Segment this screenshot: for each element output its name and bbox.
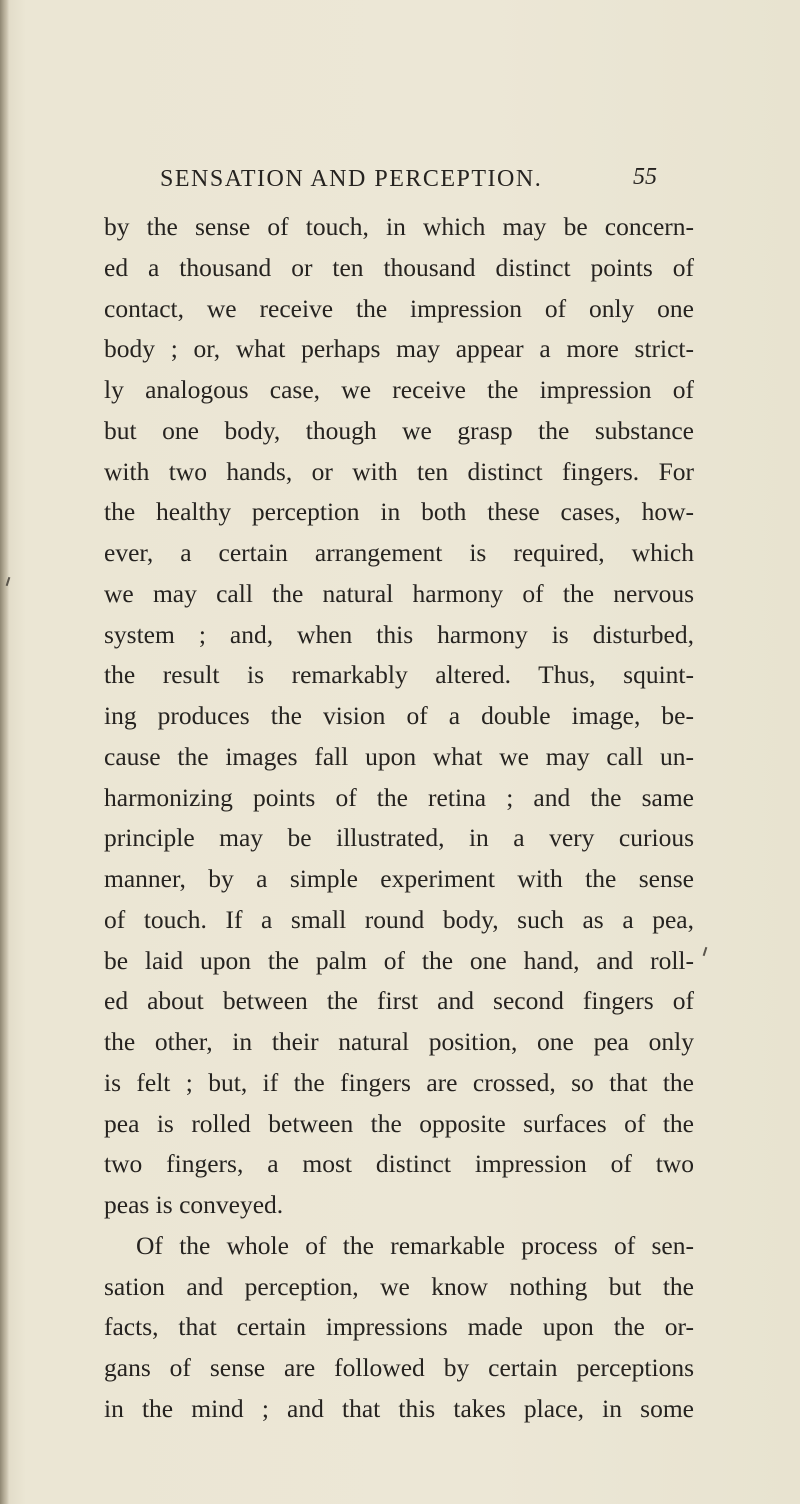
text-line: harmonizing points of the retina ; and the same [104, 782, 694, 812]
text-line: ever, a certain arrangement is required, which [104, 538, 694, 567]
text-line: ed about between the first and second fingers of [104, 986, 694, 1016]
text-line: in the mind ; and that this takes place, in some [104, 1393, 694, 1423]
text-line: ly analogous case, we receive the impression of [104, 375, 694, 404]
text-line: we may call the natural harmony of the nervous [104, 578, 694, 608]
running-head-title: SENSATION AND PERCEPTION. [160, 166, 543, 192]
text-line: the result is remarkably altered. Thus, squint- [104, 660, 694, 690]
page-number: 55 [633, 164, 657, 190]
text-line: pea is rolled between the opposite surfaces of the [104, 1108, 694, 1138]
text-line: with two hands, or with ten distinct fingers. For [104, 456, 694, 486]
text-line: is felt ; but, if the fingers are crossed, so that the [104, 1067, 694, 1097]
text-line: be laid upon the palm of the one hand, and roll- [104, 945, 694, 975]
text-line: manner, by a simple experiment with the sense [104, 864, 694, 893]
text-line: cause the images fall upon what we may call un- [104, 741, 694, 771]
text-line: two fingers, a most distinct impression of two [104, 1149, 694, 1179]
text-line: body ; or, what perhaps may appear a more strict- [104, 334, 694, 364]
text-line: of touch. If a small round body, such as a pea, [104, 904, 694, 934]
running-head [160, 163, 680, 195]
text-line: sation and perception, we know nothing but the [104, 1271, 694, 1301]
paragraph-end-line: peas is conveyed. [104, 1190, 284, 1219]
text-line: ed a thousand or ten thousand distinct points of [104, 252, 694, 282]
text-line: ing produces the vision of a double image, be- [104, 701, 694, 730]
text-line: but one body, though we grasp the substance [104, 415, 694, 445]
text-line: system ; and, when this harmony is disturbed, [104, 619, 694, 649]
margin-mark [703, 947, 708, 956]
text-line: principle may be illustrated, in a very curious [104, 823, 694, 853]
text-line: the healthy perception in both these cases, how- [104, 497, 694, 527]
text-line: the other, in their natural position, one pea only [104, 1027, 694, 1056]
text-line: facts, that certain impressions made upon the or- [104, 1312, 694, 1342]
page-binding-edge [0, 0, 9, 1504]
text-line: by the sense of touch, in which may be concern- [104, 212, 694, 241]
text-line: contact, we receive the impression of only one [104, 293, 694, 323]
paragraph-first-line: Of the whole of the remarkable process of sen- [136, 1230, 694, 1260]
body-text [104, 207, 694, 1430]
text-line: gans of sense are followed by certain perceptions [104, 1353, 694, 1382]
